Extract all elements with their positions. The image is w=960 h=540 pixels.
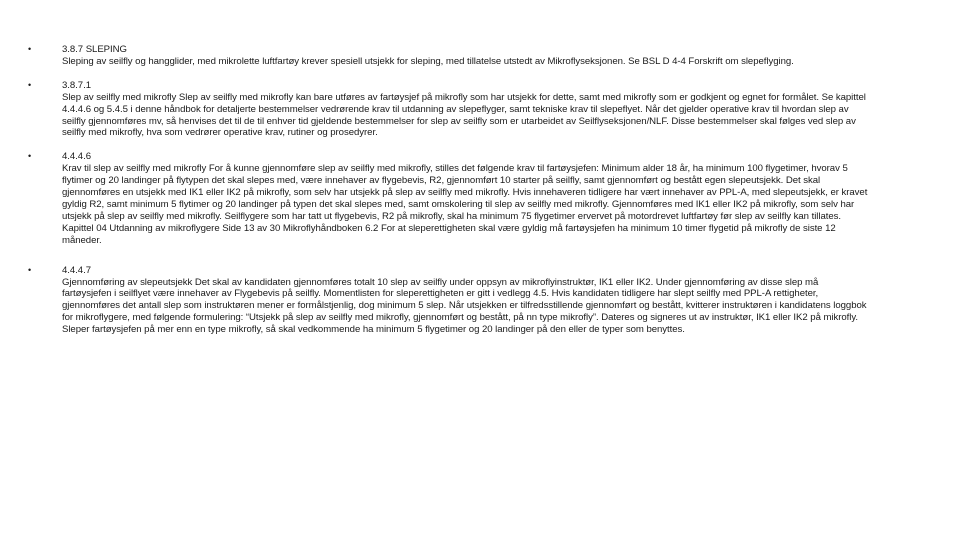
item-body: Sleping av seilfly og hangglider, med mikrolette luftfartøy krever spesiell utsjekk for sleping, med tillatelse utstedt av Mikroflyseksjonen. Se BSL D 4-4 Forskrift om slepeflyging. [62,55,794,67]
bullet-item-4-4-4-6 [28,151,868,246]
bullet-icon: • [28,151,32,162]
item-heading: 3.8.7 SLEPING [62,44,127,55]
item-heading: 4.4.4.6 [62,151,91,163]
bullet-item-sleping [28,44,868,68]
bullet-icon: • [28,44,32,54]
bullet-icon: • [28,264,32,275]
item-body: Krav til slep av seilfly med mikrofly For å kunne gjennomføre slep av seilfly med mikrofly, stilles det følgende krav til fartøysjefen: Minimum alder 18 år, ha minimum 100 flygetimer, hvorav 5 flytimer og 20 landinger på flytypen det skal slepes med, være innehaver av flygebevis, R2, gjennomført 10 starter på seilfly, samt gjennomført og bestått egen slepeutsjekk. Det skal gjennomføres en utsjekk med IK1 eller IK2 på mikrofly, som selv har utsjekk på slep av seilfly med mikrofly. Hvis innehaveren tidligere har vært innehaver av PPL-A, med slepeutsjekk, er kravet gyldig R2, samt minimum 5 flytimer og 20 landinger på typen det skal slepes med, samt omskolering til slep av seilfly med mikrofly. Gjennomføres med IK1 eller IK2 på mikrofly, som selv har utsjekk på slep av seilfly med mikrofly. Seilflygere som har tatt ut flygebevis, R2 på mikrofly, skal ha minimum 75 flygetimer ervervet på motordrevet luftfartøy før slep av seilfly kan tillates. Kapittel 04 Utdanning av mikroflygere Side 13 av 30 Mikroflyhåndboken 6.2 For at sleperettigheten skal være gyldig må fartøysjefen ha minimum 10 timer flygetid på mikrofly de siste 12 måneder. [62,163,868,246]
item-body: Slep av seilfly med mikrofly Slep av seilfly med mikrofly kan bare utføres av fartøysjef på mikrofly som har utsjekk for dette, samt med mikrofly som er godkjent og egnet for formålet. Se kapittel 4.4.4.6 og 5.4.5 i denne håndbok for detaljerte bestemmelser vedrørende krav til utdanning av slepeflyger, samt tekniske krav til slepeflyet. Når det gjelder operative krav til hvordan slep av seilfly gjennomføres mv, så henvises det til de til enhver tid gjeldende bestemmelser for slep av seilfly som er utarbeidet av Seilflyseksjonen/NLF. Disse bestemmelser skal følges ved slep av seilfly med mikrofly, hva som vedrører operative krav, rutiner og prosedyrer. [62,91,866,139]
item-heading: 3.8.7.1 [62,79,91,91]
bullet-list [28,44,868,336]
bullet-item-3-8-7-1 [28,80,868,140]
bullet-icon: • [28,79,32,90]
item-body: Gjennomføring av slepeutsjekk Det skal av kandidaten gjennomføres totalt 10 slep av seilfly under oppsyn av mikroflyinstruktør, IK1 eller IK2. Under gjennomføring av disse slep må fartøysjefen i seilflyet være innehaver av Flygebevis på seilfly. Momentlisten for sleperettigheten er gitt i vedlegg 4.5. Hvis kandidaten tidligere har slept seilfly med PPL-A rettigheter, gjennomføres det antall slep som instruktøren mener er formålstjenlig, dog minimum 5 slep. Når utsjekken er tilfredsstillende gjennomført og bestått, kvitterer instruktøren i kandidatens loggbok for mikroflygere, med følgende formulering: “Utsjekk på slep av seilfly med mikrofly, gjennomført og bestått, på nn type mikrofly”. Dateres og signeres ut av instruktør, IK1 eller IK2 på mikrofly. Sleper fartøysjefen på mer enn en type mikrofly, så skal vedkommende ha minimum 5 flygetimer og 20 landinger på den eller de typer som benyttes. [62,276,867,336]
bullet-item-4-4-4-7 [28,265,868,336]
item-heading: 4.4.4.7 [62,264,91,276]
